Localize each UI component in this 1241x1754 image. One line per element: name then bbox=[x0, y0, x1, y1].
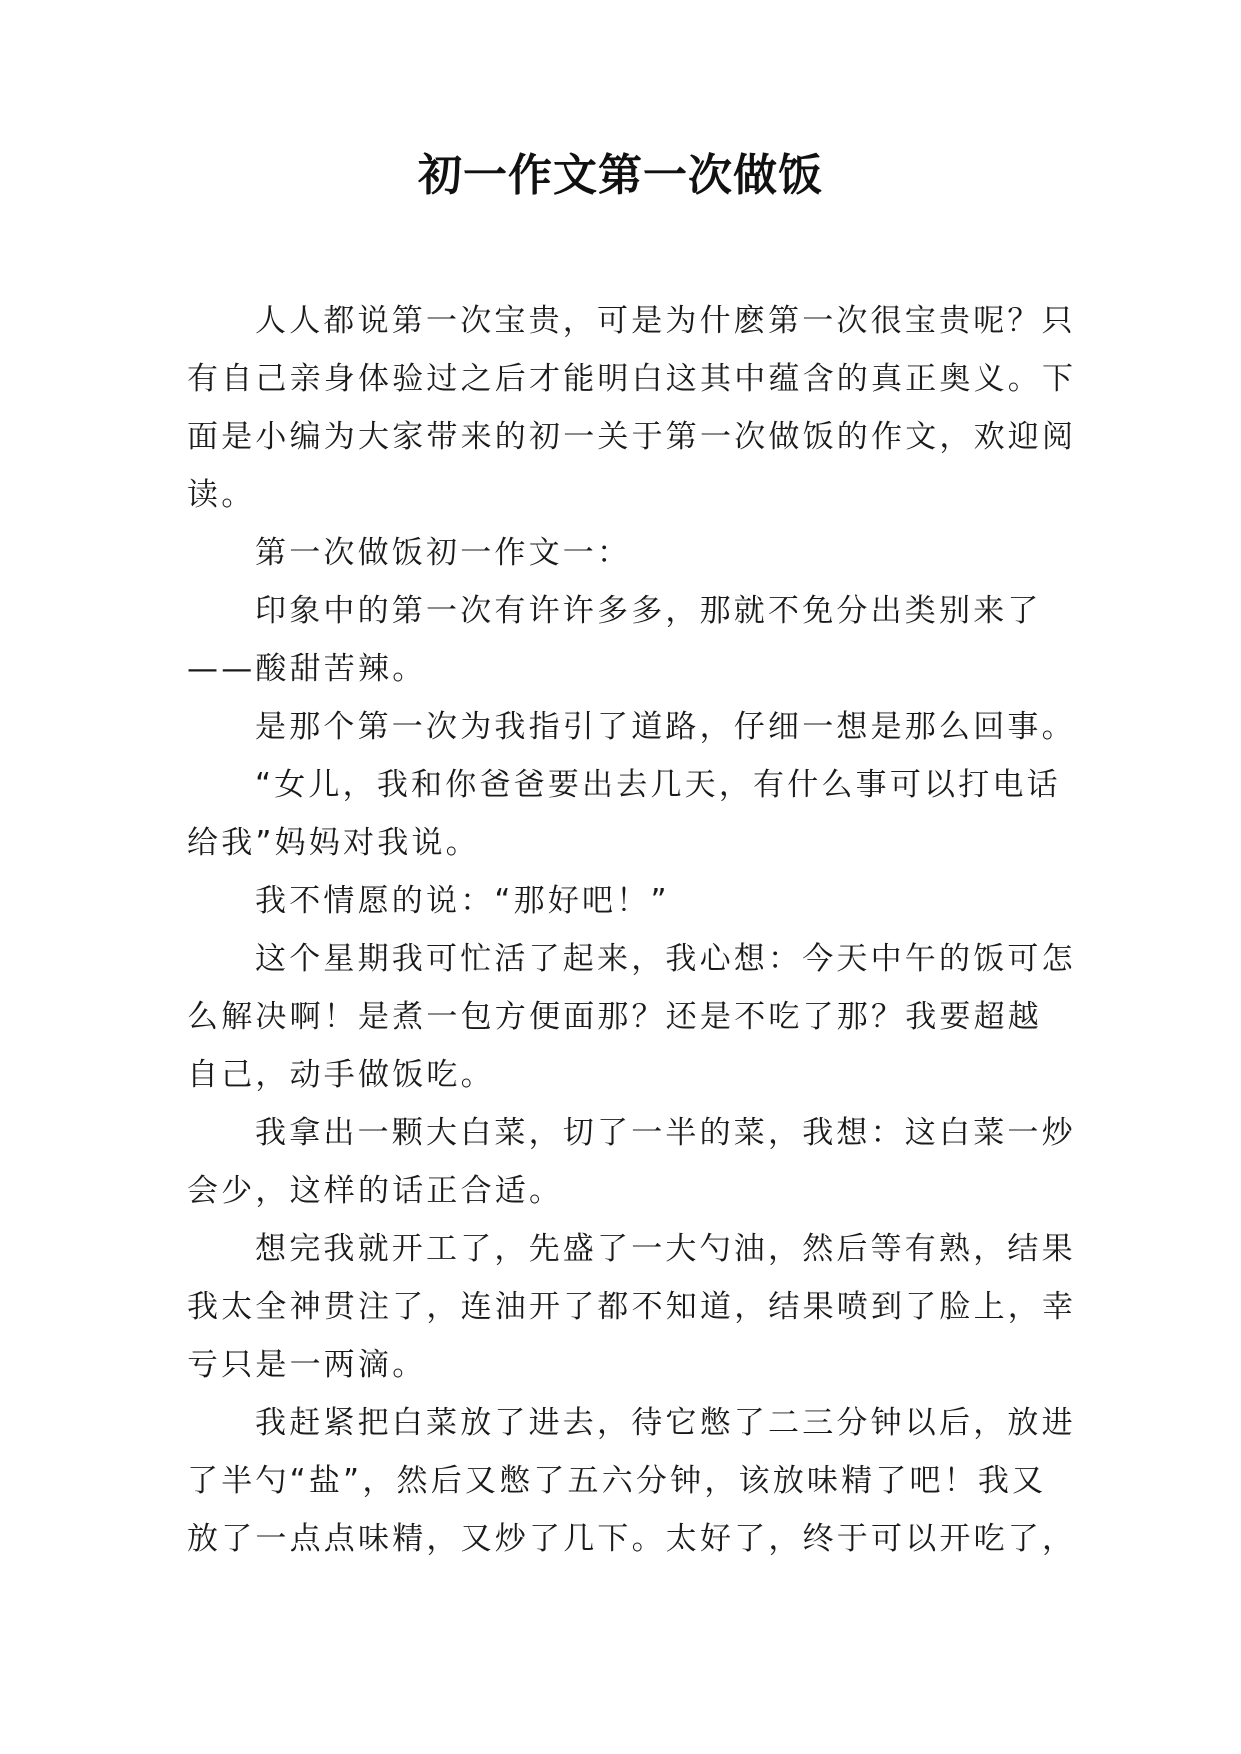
paragraph-line: 给我”妈妈对我说。 bbox=[187, 825, 480, 861]
paragraph-line: 这个星期我可忙活了起来，我心想：今天中午的饭可怎 bbox=[255, 941, 1076, 977]
paragraph-line: 我拿出一颗大白菜，切了一半的菜，我想：这白菜一炒 bbox=[255, 1115, 1076, 1151]
document-title: 初一作文第一次做饭 bbox=[418, 150, 823, 201]
paragraph-line: 放了一点点味精，又炒了几下。太好了，终于可以开吃了， bbox=[187, 1521, 1077, 1557]
paragraph bbox=[187, 698, 1076, 756]
paragraph-line: ——酸甜苦辣。 bbox=[187, 651, 427, 687]
paragraph-line: 有自己亲身体验过之后才能明白这其中蕴含的真正奥义。下 bbox=[187, 361, 1077, 397]
paragraph bbox=[187, 1394, 1077, 1568]
paragraph bbox=[187, 1104, 1076, 1220]
paragraph-line: 亏只是一两滴。 bbox=[187, 1347, 427, 1383]
paragraph-line: 么解决啊！是煮一包方便面那？还是不吃了那？我要超越 bbox=[187, 999, 1042, 1035]
paragraph-line: 我不情愿的说：“那好吧！” bbox=[255, 883, 670, 919]
paragraph-line: 印象中的第一次有许许多多，那就不免分出类别来了 bbox=[255, 593, 1042, 629]
paragraph-line: 读。 bbox=[187, 477, 256, 513]
paragraph-line: 人人都说第一次宝贵，可是为什麽第一次很宝贵呢？只 bbox=[255, 303, 1076, 339]
paragraph-line: “女儿，我和你爸爸要出去几天，有什么事可以打电话 bbox=[255, 767, 1061, 803]
paragraph-line: 了半勺“盐”，然后又憋了五六分钟，该放味精了吧！我又 bbox=[187, 1463, 1047, 1499]
paragraph bbox=[187, 872, 1053, 930]
paragraph-line: 面是小编为大家带来的初一关于第一次做饭的作文，欢迎阅 bbox=[187, 419, 1077, 455]
paragraph bbox=[187, 292, 1077, 524]
paragraph bbox=[187, 930, 1076, 1104]
paragraph-line: 第一次做饭初一作文一： bbox=[255, 535, 632, 571]
paragraph bbox=[187, 582, 1053, 698]
document-body bbox=[187, 292, 1077, 1568]
paragraph-line: 我赶紧把白菜放了进去，待它憋了二三分钟以后，放进 bbox=[255, 1405, 1076, 1441]
paragraph bbox=[187, 524, 1053, 582]
paragraph-line: 是那个第一次为我指引了道路，仔细一想是那么回事。 bbox=[255, 709, 1076, 745]
paragraph-line: 自己，动手做饭吃。 bbox=[187, 1057, 495, 1093]
paragraph bbox=[187, 756, 1061, 872]
paragraph-line: 我太全神贯注了，连油开了都不知道，结果喷到了脸上，幸 bbox=[187, 1289, 1077, 1325]
paragraph bbox=[187, 1220, 1077, 1394]
paragraph-line: 会少，这样的话正合适。 bbox=[187, 1173, 564, 1209]
paragraph-line: 想完我就开工了，先盛了一大勺油，然后等有熟，结果 bbox=[255, 1231, 1076, 1267]
